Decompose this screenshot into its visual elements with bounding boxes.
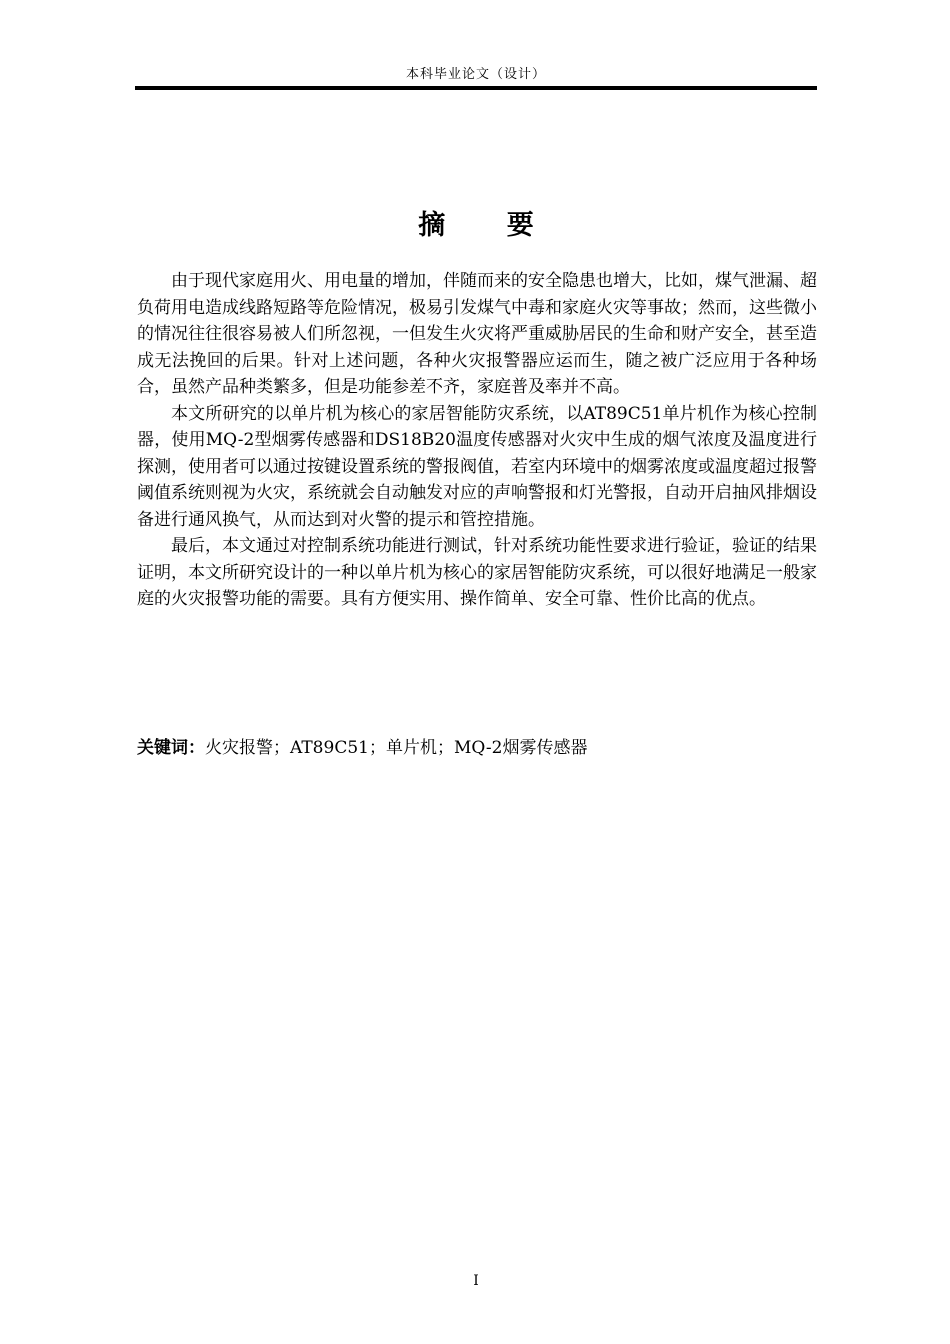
page-number: I: [473, 1273, 479, 1289]
abstract-paragraph-3: 最后，本文通过对控制系统功能进行测试，针对系统功能性要求进行验证，验证的结果证明，本文所研究设计的一种以单片机为核心的家居智能防灾系统，可以很好地满足一般家庭的火灾报警功能的需要。具有方便实用、操作简单、安全可靠、性价比高的优点。: [137, 536, 817, 609]
keywords-line: [137, 735, 817, 761]
keywords-value: 火灾报警；AT89C51；单片机；MQ-2烟雾传感器: [205, 738, 588, 758]
abstract-paragraph-1: 由于现代家庭用火、用电量的增加，伴随而来的安全隐患也增大，比如，煤气泄漏、超负荷用电造成线路短路等危险情况，极易引发煤气中毒和家庭火灾等事故；然而，这些微小的情况往往很容易被人们所忽视，一但发生火灾将严重威胁居民的生命和财产安全，甚至造成无法挽回的后果。针对上述问题，各种火灾报警器应运而生，随之被广泛应用于各种场合，虽然产品种类繁多，但是功能参差不齐，家庭普及率并不高。: [137, 271, 817, 397]
running-header: 本科毕业论文（设计）: [405, 67, 546, 82]
abstract-title: 摘 要: [418, 210, 560, 241]
abstract-body: [137, 268, 817, 613]
header-rule-thick: [135, 87, 817, 90]
abstract-paragraph-2: 本文所研究的以单片机为核心的家居智能防灾系统，以AT89C51单片机作为核心控制器，使用MQ-2型烟雾传感器和DS18B20温度传感器对火灾中生成的烟气浓度及温度进行探测，使用者可以通过按键设置系统的警报阀值，若室内环境中的烟雾浓度或温度超过报警阈值系统则视为火灾，系统就会自动触发对应的声响警报和灯光警报，自动开启抽风排烟设备进行通风换气，从而达到对火警的提示和管控措施。: [137, 403, 817, 530]
keywords-label: 关键词：: [137, 738, 205, 758]
